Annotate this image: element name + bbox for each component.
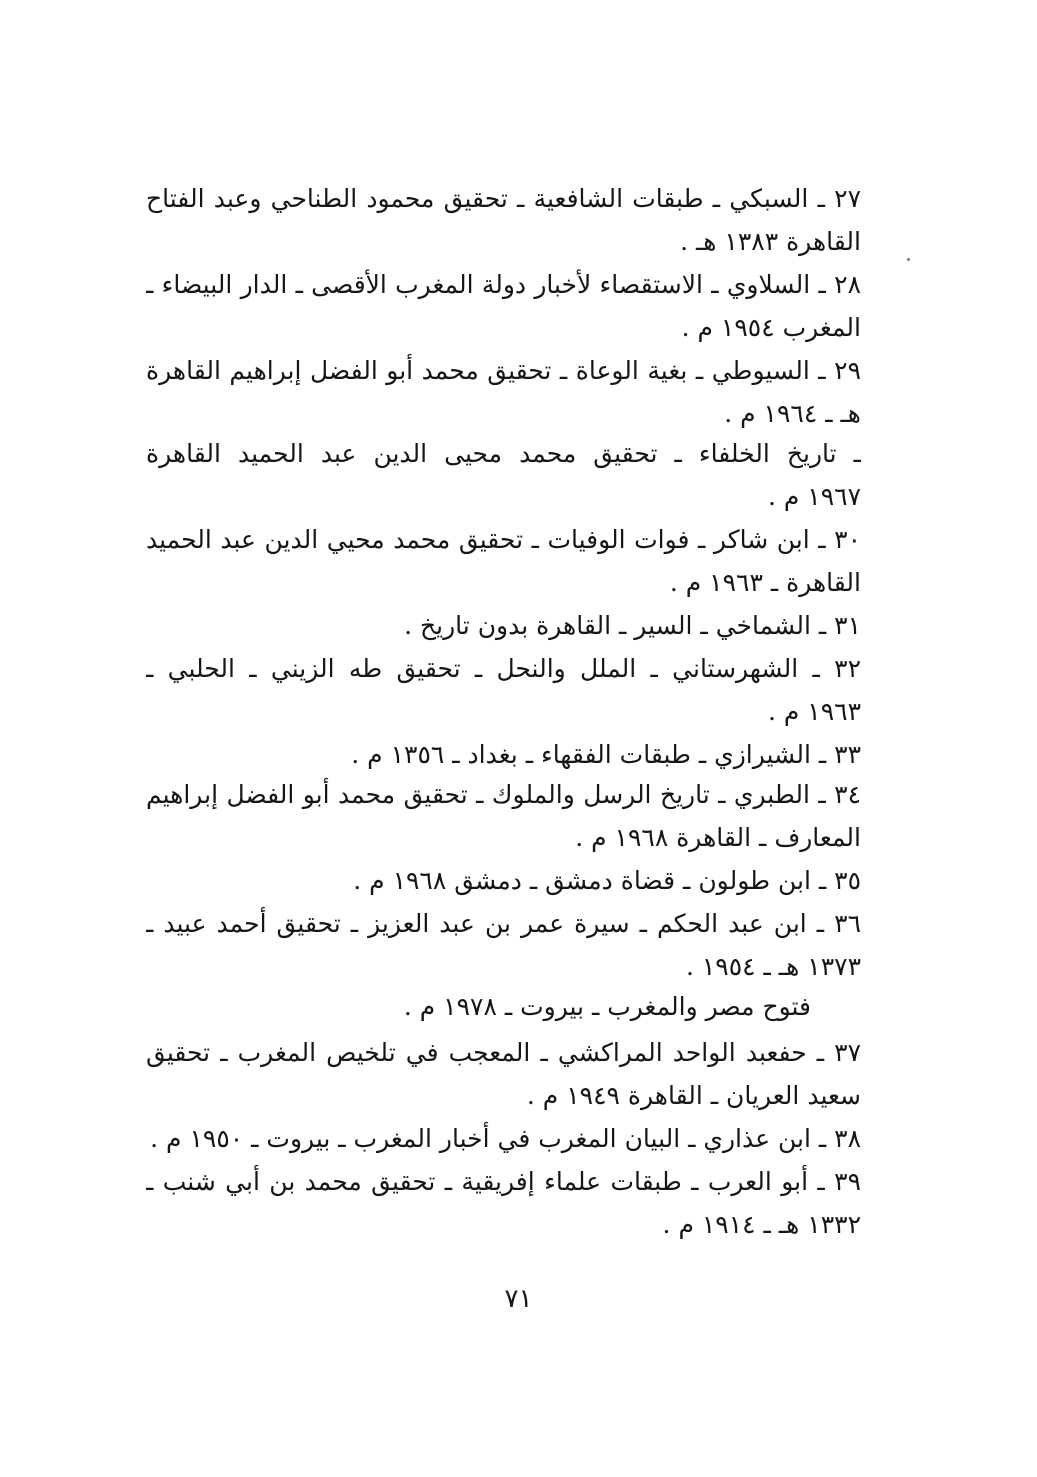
entry-39-line-1: ٣٩ ـ أبو العرب ـ طبقات علماء إفريقية ـ تحقيق محمد بن أبي شنب ـ <box>146 1167 861 1196</box>
entry-37-line-1: ٣٧ ـ حفعبد الواحد المراكشي ـ المعجب في تلخيص المغرب ـ تحقيق <box>146 1038 861 1067</box>
entry-34-line-1: ٣٤ ـ الطبري ـ تاريخ الرسل والملوك ـ تحقيق محمد أبو الفضل إبراهيم <box>146 780 861 809</box>
entry-33-line-1: ٣٣ ـ الشيرازي ـ طبقات الفقهاء ـ بغداد ـ ١٣٥٦ م . <box>351 740 861 769</box>
entry-30-line-2: القاهرة ـ ١٩٦٣ م . <box>669 568 861 597</box>
entry-27-line-1: ٢٧ ـ السبكي ـ طبقات الشافعية ـ تحقيق محمود الطناحي وعبد الفتاح <box>146 184 861 213</box>
ink-speck <box>907 258 910 261</box>
entry-35-line-1: ٣٥ ـ ابن طولون ـ قضاة دمشق ـ دمشق ١٩٦٨ م . <box>353 866 861 895</box>
entry-38-line-1: ٣٨ ـ ابن عذاري ـ البيان المغرب في أخبار المغرب ـ بيروت ـ ١٩٥٠ م . <box>150 1124 861 1153</box>
entry-27-line-2: القاهرة ١٣٨٣ هـ . <box>680 227 861 256</box>
entry-29-line-1: ٢٩ ـ السيوطي ـ بغية الوعاة ـ تحقيق محمد أبو الفضل إبراهيم القاهرة <box>146 356 861 385</box>
entry-36-line-1: ٣٦ ـ ابن عبد الحكم ـ سيرة عمر بن عبد العزيز ـ تحقيق أحمد عبيد ـ <box>146 909 861 938</box>
entry-39-line-2: ١٣٣٢ هـ ـ ١٩١٤ م . <box>662 1210 861 1239</box>
entry-37-line-2: سعيد العريان ـ القاهرة ١٩٤٩ م . <box>526 1081 861 1110</box>
entry-28-line-1: ٢٨ ـ السلاوي ـ الاستقصاء لأخبار دولة المغرب الأقصى ـ الدار البيضاء ـ <box>146 270 861 299</box>
entry-29b-line-2: ١٩٦٧ م . <box>767 482 861 511</box>
entry-32-line-2: ١٩٦٣ م . <box>767 697 861 726</box>
entry-32-line-1: ٣٢ ـ الشهرستاني ـ الملل والنحل ـ تحقيق طه الزيني ـ الحلبي ـ <box>146 654 861 683</box>
entry-29b-line-1: ـ تاريخ الخلفاء ـ تحقيق محمد محيى الدين عبد الحميد القاهرة <box>146 439 861 468</box>
entry-34-line-2: المعارف ـ القاهرة ١٩٦٨ م . <box>575 823 861 852</box>
entry-28-line-2: المغرب ١٩٥٤ م . <box>681 313 861 342</box>
entry-29-line-2: هـ ـ ١٩٦٤ م . <box>724 399 861 428</box>
entry-36-line-2: ١٣٧٣ هـ ـ ١٩٥٤ . <box>685 952 861 981</box>
entry-30-line-1: ٣٠ ـ ابن شاكر ـ فوات الوفيات ـ تحقيق محمد محيي الدين عبد الحميد <box>146 525 861 554</box>
entry-31-line-1: ٣١ ـ الشماخي ـ السير ـ القاهرة بدون تاريخ . <box>404 611 861 640</box>
page-number: ٧١ <box>504 1284 533 1314</box>
entry-36b-line-1: فتوح مصر والمغرب ـ بيروت ـ ١٩٧٨ م . <box>403 992 811 1021</box>
